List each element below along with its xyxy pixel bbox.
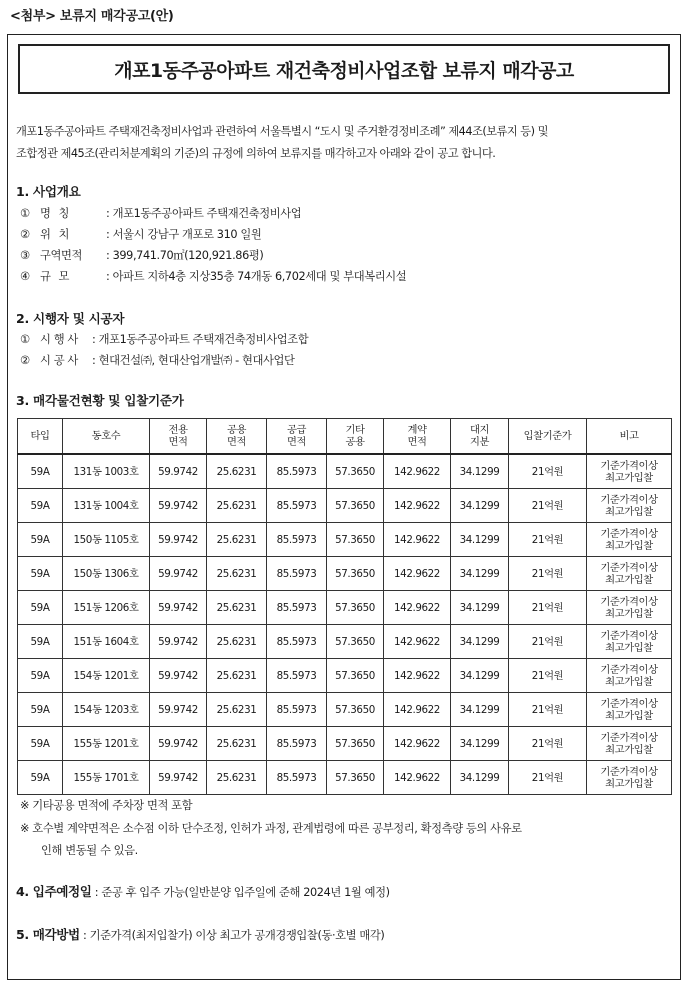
exclusive-area-cell: 59.9742 (150, 454, 207, 489)
supply-area-cell: 85.5973 (267, 454, 327, 489)
type-cell: 59A (18, 454, 63, 489)
base-price-cell: 21억원 (509, 523, 587, 557)
table-row (18, 523, 672, 557)
type-cell: 59A (18, 761, 63, 795)
table-row (18, 727, 672, 761)
table-row (18, 659, 672, 693)
exclusive-area-cell: 59.9742 (150, 591, 207, 625)
sale-items-table (17, 418, 672, 795)
base-price-cell: 21억원 (509, 557, 587, 591)
circled-number: ④ (20, 270, 30, 283)
contract-area-cell: 142.9622 (384, 591, 451, 625)
common-area-cell: 25.6231 (207, 659, 267, 693)
section-4-heading: 4. 입주예정일 (16, 884, 92, 899)
land-share-cell: 34.1299 (451, 557, 509, 591)
section-4 (16, 881, 390, 900)
table-row (18, 625, 672, 659)
other-common-cell: 57.3650 (327, 625, 384, 659)
land-share-cell: 34.1299 (451, 659, 509, 693)
circled-number: ② (20, 354, 30, 367)
type-cell: 59A (18, 489, 63, 523)
contract-area-cell: 142.9622 (384, 523, 451, 557)
type-cell: 59A (18, 557, 63, 591)
circled-number: ① (20, 207, 30, 220)
remark-line: 기준가격이상 (600, 527, 658, 540)
item-value: : 399,741.70㎡(120,921.86평) (106, 249, 264, 262)
column-header-line: 전용 (168, 424, 188, 436)
remark-line: 최고가입찰 (605, 777, 653, 790)
item-label: 명 칭 (40, 207, 72, 220)
base-price-cell: 21억원 (509, 489, 587, 523)
item-value: : 서울시 강남구 개포로 310 일원 (106, 228, 262, 241)
other-common-cell: 57.3650 (327, 557, 384, 591)
column-header (587, 419, 672, 455)
unit-cell: 150동 1306호 (63, 557, 150, 591)
unit-cell: 150동 1105호 (63, 523, 150, 557)
remark-line: 기준가격이상 (600, 459, 658, 472)
remark-line: 최고가입찰 (605, 539, 653, 552)
remark-line: 최고가입찰 (605, 573, 653, 586)
table-row (18, 454, 672, 489)
column-header-line: 동호수 (91, 430, 121, 442)
type-cell: 59A (18, 727, 63, 761)
remark-line: 기준가격이상 (600, 493, 658, 506)
item-value: : 아파트 지하4층 지상35층 74개동 6,702세대 및 부대복리시설 (106, 270, 407, 283)
table-row (18, 591, 672, 625)
other-common-cell: 57.3650 (327, 523, 384, 557)
exclusive-area-cell: 59.9742 (150, 727, 207, 761)
supply-area-cell: 85.5973 (267, 523, 327, 557)
sale-method: : 기준가격(최저입찰가) 이상 최고가 공개경쟁입찰(동·호별 매각) (83, 929, 385, 942)
circled-number: ③ (20, 249, 30, 262)
other-common-cell: 57.3650 (327, 727, 384, 761)
item-value: : 개포1동주공아파트 주택재건축정비사업조합 (92, 333, 309, 346)
column-header-line: 면적 (286, 436, 307, 448)
constructor-item (20, 352, 295, 368)
intro-paragraph (16, 121, 676, 165)
supply-area-cell: 85.5973 (267, 489, 327, 523)
base-price-cell: 21억원 (509, 454, 587, 489)
move-in-date: : 준공 후 입주 가능(일반분양 입주일에 준해 2024년 1월 예정) (94, 886, 390, 899)
exclusive-area-cell: 59.9742 (150, 557, 207, 591)
unit-cell: 154동 1201호 (63, 659, 150, 693)
overview-item-name (20, 205, 301, 221)
land-share-cell: 34.1299 (451, 591, 509, 625)
contract-area-cell: 142.9622 (384, 625, 451, 659)
remark-cell (587, 591, 672, 625)
unit-cell: 131동 1004호 (63, 489, 150, 523)
column-header-line: 입찰기준가 (523, 430, 572, 442)
unit-cell: 151동 1604호 (63, 625, 150, 659)
other-common-cell: 57.3650 (327, 489, 384, 523)
remark-line: 최고가입찰 (605, 743, 653, 756)
land-share-cell: 34.1299 (451, 523, 509, 557)
column-header (150, 419, 207, 455)
remark-line: 최고가입찰 (605, 675, 653, 688)
notice-frame (7, 34, 681, 980)
column-header-line: 타입 (30, 430, 50, 442)
remark-line: 기준가격이상 (600, 561, 658, 574)
unit-cell: 155동 1201호 (63, 727, 150, 761)
base-price-cell: 21억원 (509, 591, 587, 625)
circled-number: ① (20, 333, 30, 346)
table-row (18, 557, 672, 591)
land-share-cell: 34.1299 (451, 625, 509, 659)
remark-cell (587, 523, 672, 557)
type-cell: 59A (18, 625, 63, 659)
note-contract-area: ※ 호수별 계약면적은 소수점 이하 단수조정, 인허가 과정, 관계법령에 따른 공부정리, 확정측량 등의 사유로 (20, 822, 522, 835)
column-header-line: 면적 (226, 436, 247, 448)
contract-area-cell: 142.9622 (384, 557, 451, 591)
section-1-heading: 1. 사업개요 (16, 184, 81, 199)
remark-line: 최고가입찰 (605, 607, 653, 620)
base-price-cell: 21억원 (509, 693, 587, 727)
contract-area-cell: 142.9622 (384, 659, 451, 693)
section-5 (16, 924, 384, 943)
item-label: 구역면적 (40, 249, 83, 262)
supply-area-cell: 85.5973 (267, 557, 327, 591)
column-header-line: 대지 (469, 424, 490, 436)
exclusive-area-cell: 59.9742 (150, 693, 207, 727)
exclusive-area-cell: 59.9742 (150, 625, 207, 659)
supply-area-cell: 85.5973 (267, 591, 327, 625)
developer-item (20, 331, 308, 347)
remark-cell (587, 727, 672, 761)
column-header-line: 공용 (226, 424, 247, 436)
section-2-heading: 2. 시행자 및 시공자 (16, 311, 125, 326)
column-header-line: 면적 (407, 436, 427, 448)
other-common-cell: 57.3650 (327, 659, 384, 693)
note-line-2: 인해 변동될 수 있음. (41, 844, 138, 857)
column-header-line: 비고 (619, 430, 639, 442)
other-common-cell: 57.3650 (327, 761, 384, 795)
column-header-line: 공급 (286, 424, 307, 436)
contract-area-cell: 142.9622 (384, 489, 451, 523)
section-5-heading: 5. 매각방법 (16, 927, 80, 942)
column-header (327, 419, 384, 455)
item-value: : 개포1동주공아파트 주택재건축정비사업 (106, 207, 302, 220)
base-price-cell: 21억원 (509, 727, 587, 761)
common-area-cell: 25.6231 (207, 454, 267, 489)
table-body (18, 454, 672, 795)
section-3-heading: 3. 매각물건현황 및 입찰기준가 (16, 393, 184, 408)
overview-item-scale (20, 268, 406, 284)
remark-cell (587, 625, 672, 659)
remark-line: 기준가격이상 (600, 731, 658, 744)
column-header (18, 419, 63, 455)
remark-line: 최고가입찰 (605, 471, 653, 484)
remark-line: 기준가격이상 (600, 629, 658, 642)
table-row (18, 693, 672, 727)
common-area-cell: 25.6231 (207, 489, 267, 523)
common-area-cell: 25.6231 (207, 591, 267, 625)
column-header-line: 지분 (469, 436, 490, 448)
contract-area-cell: 142.9622 (384, 727, 451, 761)
remark-cell (587, 761, 672, 795)
common-area-cell: 25.6231 (207, 557, 267, 591)
contract-area-cell: 142.9622 (384, 454, 451, 489)
common-area-cell: 25.6231 (207, 523, 267, 557)
base-price-cell: 21억원 (509, 625, 587, 659)
supply-area-cell: 85.5973 (267, 727, 327, 761)
circled-number: ② (20, 228, 30, 241)
column-header-line: 면적 (168, 436, 188, 448)
remark-line: 기준가격이상 (600, 595, 658, 608)
contract-area-cell: 142.9622 (384, 693, 451, 727)
supply-area-cell: 85.5973 (267, 659, 327, 693)
other-common-cell: 57.3650 (327, 693, 384, 727)
column-header (451, 419, 509, 455)
base-price-cell: 21억원 (509, 659, 587, 693)
common-area-cell: 25.6231 (207, 727, 267, 761)
table-row (18, 489, 672, 523)
contract-area-cell: 142.9622 (384, 761, 451, 795)
common-area-cell: 25.6231 (207, 625, 267, 659)
remark-line: 최고가입찰 (605, 505, 653, 518)
unit-cell: 154동 1203호 (63, 693, 150, 727)
note-other-common-area: ※ 기타공용 면적에 주차장 면적 포함 (20, 799, 193, 812)
exclusive-area-cell: 59.9742 (150, 489, 207, 523)
exclusive-area-cell: 59.9742 (150, 523, 207, 557)
column-header (509, 419, 587, 455)
item-label: 시 행 사 (40, 333, 78, 346)
table-header-row (18, 419, 672, 455)
type-cell: 59A (18, 693, 63, 727)
base-price-cell: 21억원 (509, 761, 587, 795)
column-header-line: 기타 (345, 424, 365, 436)
type-cell: 59A (18, 659, 63, 693)
remark-cell (587, 489, 672, 523)
intro-line-1: 개포1동주공아파트 주택재건축정비사업과 관련하여 서울특별시 “도시 및 주거환경정비조례” 제44조(보류지 등) 및 (16, 125, 548, 138)
land-share-cell: 34.1299 (451, 727, 509, 761)
overview-item-area (20, 247, 263, 263)
item-value: : 현대건설㈜, 현대산업개발㈜ - 현대사업단 (92, 354, 295, 367)
column-header (267, 419, 327, 455)
common-area-cell: 25.6231 (207, 693, 267, 727)
remark-cell (587, 693, 672, 727)
unit-cell: 155동 1701호 (63, 761, 150, 795)
column-header-line: 공용 (345, 436, 365, 448)
supply-area-cell: 85.5973 (267, 693, 327, 727)
remark-line: 기준가격이상 (600, 697, 658, 710)
intro-line-2: 조합정관 제45조(관리처분계획의 기준)의 규정에 의하여 보류지를 매각하고자 아래와 같이 공고 합니다. (16, 147, 496, 160)
common-area-cell: 25.6231 (207, 761, 267, 795)
remark-line: 최고가입찰 (605, 641, 653, 654)
overview-item-location (20, 226, 261, 242)
exclusive-area-cell: 59.9742 (150, 659, 207, 693)
notice-title: 개포1동주공아파트 재건축정비사업조합 보류지 매각공고 (18, 44, 670, 94)
supply-area-cell: 85.5973 (267, 625, 327, 659)
remark-line: 기준가격이상 (600, 663, 658, 676)
land-share-cell: 34.1299 (451, 761, 509, 795)
type-cell: 59A (18, 591, 63, 625)
remark-cell (587, 454, 672, 489)
remark-cell (587, 557, 672, 591)
table-row (18, 761, 672, 795)
remark-line: 기준가격이상 (600, 765, 658, 778)
remark-line: 최고가입찰 (605, 709, 653, 722)
column-header (63, 419, 150, 455)
land-share-cell: 34.1299 (451, 693, 509, 727)
column-header (207, 419, 267, 455)
other-common-cell: 57.3650 (327, 591, 384, 625)
attachment-label: <첨부> 보류지 매각공고(안) (10, 9, 174, 24)
column-header-line: 계약 (407, 424, 427, 436)
land-share-cell: 34.1299 (451, 454, 509, 489)
item-label: 시 공 사 (40, 354, 78, 367)
remark-cell (587, 659, 672, 693)
column-header (384, 419, 451, 455)
other-common-cell: 57.3650 (327, 454, 384, 489)
item-label: 위 치 (40, 228, 72, 241)
type-cell: 59A (18, 523, 63, 557)
unit-cell: 131동 1003호 (63, 454, 150, 489)
land-share-cell: 34.1299 (451, 489, 509, 523)
exclusive-area-cell: 59.9742 (150, 761, 207, 795)
unit-cell: 151동 1206호 (63, 591, 150, 625)
item-label: 규 모 (40, 270, 72, 283)
supply-area-cell: 85.5973 (267, 761, 327, 795)
